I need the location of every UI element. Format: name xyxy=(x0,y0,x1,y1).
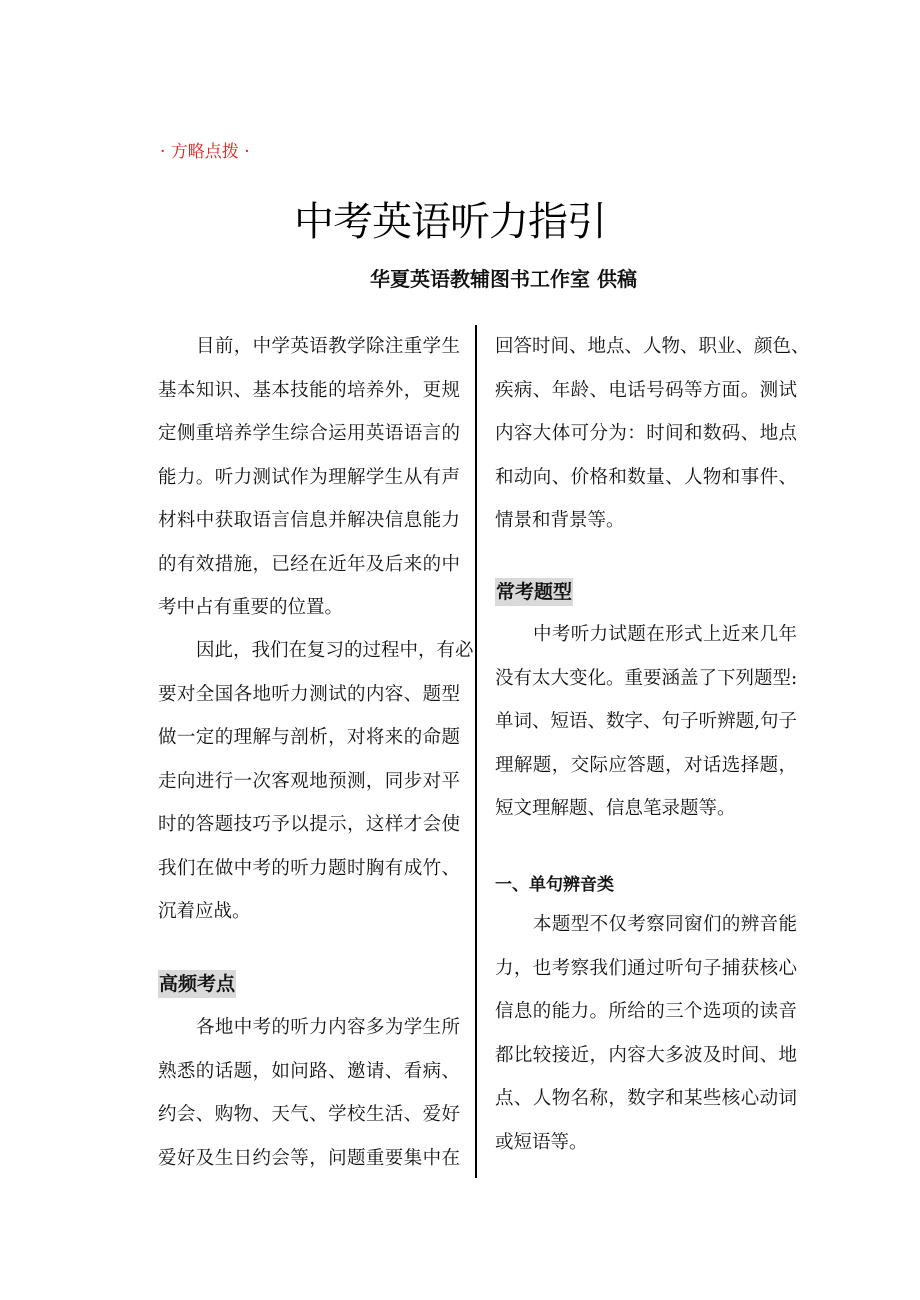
text-line: 做一定的理解与剖析，对将来的命题 xyxy=(158,727,460,748)
text-line: 各地中考的听力内容多为学生所 xyxy=(196,1017,460,1038)
text-line: 力，也考察我们通过听句子捕获核心 xyxy=(495,957,797,979)
text-line: 疾病、年龄、电话号码等方面。测试 xyxy=(495,379,797,401)
text-line: 定侧重培养学生综合运用英语语言的 xyxy=(158,423,460,444)
text-line: 单词、短语、数字、句子听辨题,句子 xyxy=(495,711,797,732)
section-tag: · 方略点拨 · xyxy=(160,142,250,162)
left-paragraph-2 xyxy=(158,629,474,934)
text-line: 目前，中学英语教学除注重学生 xyxy=(196,336,460,357)
text-line: 内容大体可分为：时间和数码、地点 xyxy=(495,423,797,444)
text-line: 约会、购物、天气、学校生活、爱好 xyxy=(158,1104,460,1125)
text-line: 的有效措施，已经在近年及后来的中 xyxy=(158,553,460,575)
article-author: 华夏英语教辅图书工作室 供稿 xyxy=(370,267,637,291)
text-line: 理解题，交际应答题，对话选择题， xyxy=(495,754,797,776)
text-line: 或短语等。 xyxy=(495,1131,588,1153)
subheading-single-sentence: 一、单句辨音类 xyxy=(495,875,614,895)
column-divider xyxy=(475,325,477,1178)
left-paragraph-1 xyxy=(158,325,460,630)
text-line: 因此，我们在复习的过程中，有必 xyxy=(196,640,474,661)
text-line: 熟悉的话题，如问路、邀请、看病、 xyxy=(158,1060,460,1082)
section-heading-high-frequency: 高频考点 xyxy=(158,970,236,998)
text-line: 没有太大变化。重要涵盖了下列题型: xyxy=(495,667,798,689)
article-title: 中考英语听力指引 xyxy=(294,199,606,245)
text-line: 短文理解题、信息笔录题等。 xyxy=(495,798,736,819)
left-paragraph-3 xyxy=(158,1006,460,1180)
text-line: 都比较接近，内容大多波及时间、地 xyxy=(495,1044,797,1066)
text-line: 材料中获取语言信息并解决信息能力 xyxy=(158,510,460,531)
text-line: 基本知识、基本技能的培养外，更规 xyxy=(158,379,460,401)
text-line: 和动向、价格和数量、人物和事件、 xyxy=(495,466,797,488)
text-line: 回答时间、地点、人物、职业、颜色、 xyxy=(495,336,810,357)
text-line: 中考听力试题在形式上近来几年 xyxy=(533,624,797,645)
text-line: 情景和背景等。 xyxy=(495,510,625,531)
text-line: 点、人物名称，数字和某些核心动词 xyxy=(495,1088,797,1109)
text-line: 考中占有重要的位置。 xyxy=(158,597,344,618)
section-heading-question-types: 常考题型 xyxy=(495,578,573,606)
text-line: 爱好及生日约会等，问题重要集中在 xyxy=(158,1147,460,1169)
text-line: 能力。听力测试作为理解学生从有声 xyxy=(158,466,460,488)
text-line: 我们在做中考的听力题时胸有成竹、 xyxy=(158,857,460,879)
right-paragraph-2 xyxy=(495,613,797,831)
text-line: 沉着应战。 xyxy=(158,901,251,922)
right-paragraph-1 xyxy=(495,325,810,543)
right-paragraph-3 xyxy=(495,903,797,1164)
text-line: 本题型不仅考察同窗们的辨音能 xyxy=(533,914,797,935)
text-line: 信息的能力。所给的三个选项的读音 xyxy=(495,1001,797,1022)
text-line: 时的答题技巧予以提示，这样才会使 xyxy=(158,814,460,835)
text-line: 走向进行一次客观地预测，同步对平 xyxy=(158,770,460,792)
text-line: 要对全国各地听力测试的内容、题型 xyxy=(158,683,460,705)
